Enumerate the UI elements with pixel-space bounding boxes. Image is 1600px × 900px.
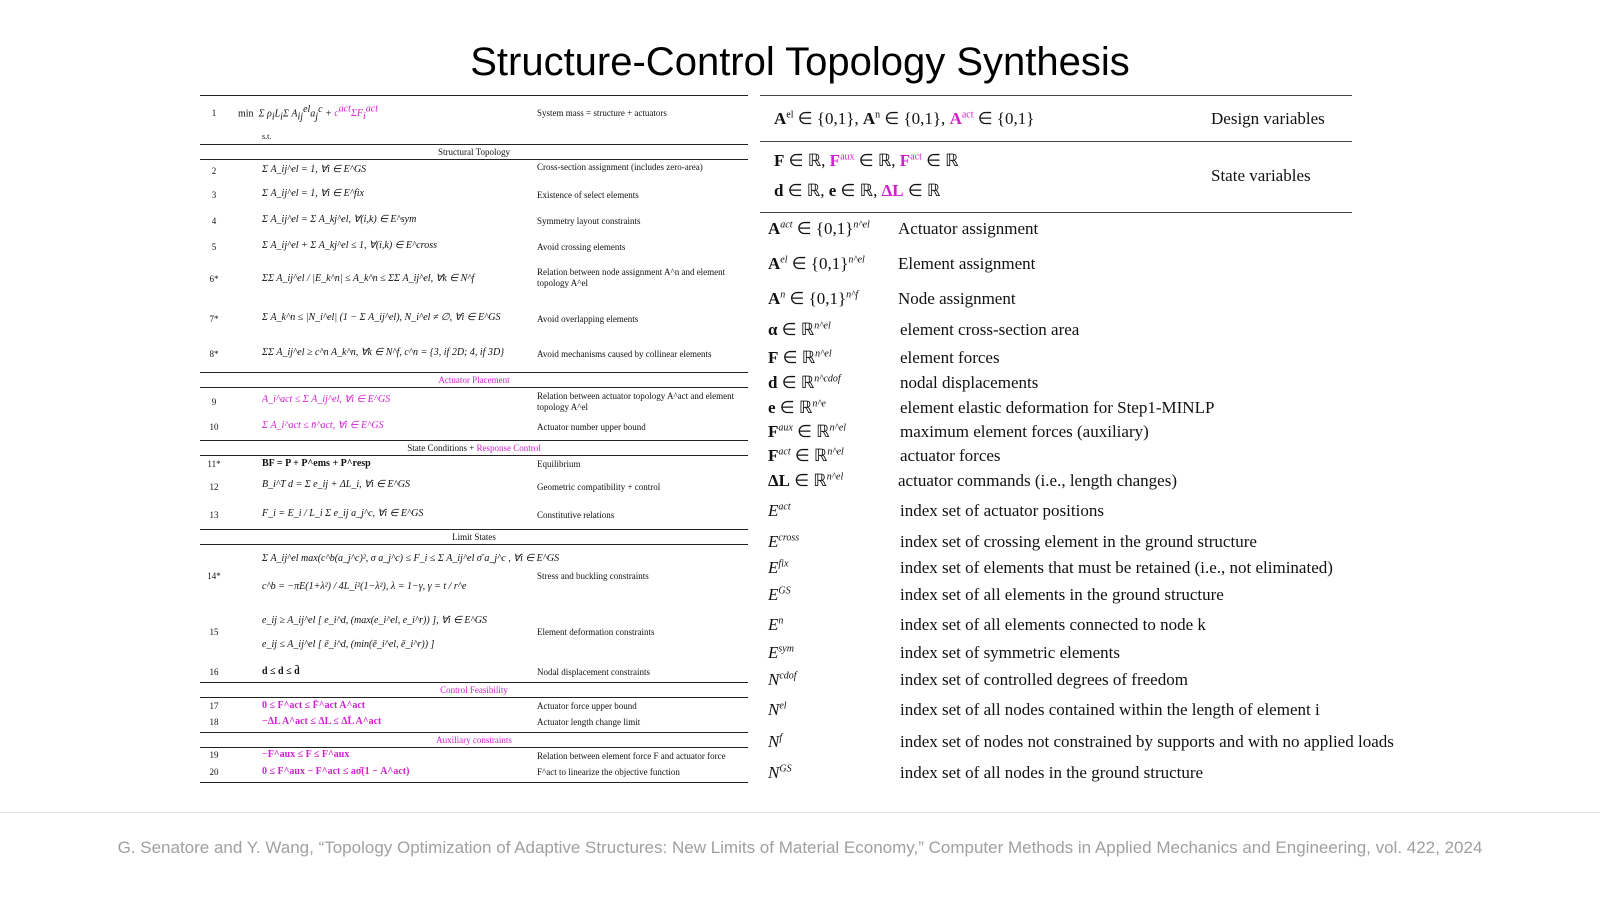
symbol-domain-exponent: n^e [812, 398, 826, 410]
citation-footer: G. Senatore and Y. Wang, “Topology Optimization of Adaptive Structures: New Limits of Material Economy,” Computer Methods in Applied Mechanics and Engineering, vol. 422, 2024 [117, 838, 1483, 857]
row-equation: −ΔL A^act ≤ ΔL ≤ ΔL̄ A^act [262, 716, 382, 727]
symbol-definition: actuator forces [900, 446, 1001, 465]
symbol-superscript: act [778, 446, 791, 458]
table-row [200, 501, 748, 529]
symbol-domain-exponent: n^el [853, 219, 870, 231]
row-description: F^act to linearize the objective function [537, 767, 680, 777]
symbol-superscript: act [780, 219, 793, 231]
design-variables-label: Design variables [1211, 109, 1325, 128]
symbol-definition: index set of all nodes contained within the length of element i [900, 700, 1320, 719]
symbol-definition: index set of all elements in the ground structure [900, 585, 1224, 604]
row-equation: B_i^T d = Σ e_ij + ΔL_i, ∀i ∈ E^GS [262, 479, 411, 490]
symbol-domain: ∈ ℝ [775, 398, 813, 417]
row-number: 4 [211, 216, 217, 226]
table-bottom-rule [200, 782, 748, 783]
symbol-main: F [768, 422, 779, 441]
symbol-definition: element elastic deformation for Step1-MINLP [900, 398, 1215, 417]
symbol-definition: index set of elements that must be retained (i.e., not eliminated) [900, 558, 1333, 577]
symbol-definition: index set of actuator positions [900, 501, 1104, 520]
symbol-main: E [768, 501, 779, 520]
symbol-main: N [768, 763, 780, 782]
symbol-superscript: GS [778, 585, 791, 597]
design-var-a-n-sup: n [875, 109, 881, 121]
section-actuator-placement: Actuator Placement [200, 372, 748, 388]
symbol [768, 585, 791, 605]
symbol-main: E [768, 643, 779, 662]
table-row [200, 160, 748, 184]
row-number: 6* [209, 274, 219, 284]
row-equation: Σ A_k^n ≤ |N_i^el| (1 − Σ A_ij^el), N_i^el ≠ ∅, ∀i ∈ E^GS [262, 312, 501, 323]
table-row [200, 235, 748, 261]
symbol-domain: ∈ {0,1} [792, 219, 854, 238]
row-description: Existence of select elements [537, 190, 639, 200]
symbol-definition: nodal displacements [900, 373, 1039, 392]
row-number: 20 [209, 767, 219, 777]
formulation-table [200, 95, 748, 783]
section-limit-states: Limit States [200, 529, 748, 545]
table-row [200, 663, 748, 682]
row-number: 11* [207, 459, 221, 469]
table-row [200, 714, 748, 732]
symbol-main: N [768, 732, 780, 751]
symbol-superscript: el [780, 254, 788, 266]
symbol-domain-exponent: n^el [826, 471, 844, 483]
row-description: Geometric compatibility + control [537, 482, 661, 492]
section-state-label: State Conditions + [407, 443, 477, 453]
symbol-definition: Node assignment [898, 289, 1016, 308]
row-description: Element deformation constraints [537, 627, 655, 637]
table-row [200, 473, 748, 501]
symbol-domain-exponent: n^el [827, 446, 844, 458]
symbol-domain: ∈ ℝ [790, 446, 828, 465]
state-variables-label: State variables [1211, 166, 1311, 185]
row-equation: ΣΣ A_ij^el ≥ c^n A_k^n, ∀k ∈ N^f, c^n = {3, if 2D; 4, if 3D} [262, 347, 505, 358]
row-equation: 0 ≤ F^act ≤ F̄^act A^act [262, 700, 366, 711]
design-variables-equation: $A^{el}$ ∈ {0,1}, $A^n$ ∈ {0,1}, $A^{act}$ ∈ {0,1} [774, 109, 1035, 128]
row-number: 8* [209, 349, 219, 359]
symbol-superscript: n [778, 615, 784, 627]
row-description: Relation between actuator topology A^act and element topology A^el [537, 391, 735, 412]
symbol-main: α [768, 320, 778, 339]
row-description: Stress and buckling constraints [537, 571, 649, 581]
slide-title: Structure-Control Topology Synthesis [470, 40, 1130, 84]
section-structural-topology: Structural Topology [200, 144, 748, 160]
state-var-f: F [774, 151, 785, 170]
symbol [768, 732, 782, 752]
symbol [768, 254, 865, 274]
symbol-main: E [768, 615, 779, 634]
row-number: 15 [209, 627, 219, 637]
state-var-f-act: F [899, 151, 911, 170]
symbol-domain: ∈ ℝ [792, 422, 830, 441]
row-equation: Σ A_ij^el = Σ A_kj^el, ∀(i,k) ∈ E^sym [262, 214, 417, 225]
symbol-main: A [768, 219, 781, 238]
symbol [768, 422, 846, 442]
row-description: Cross-section assignment (includes zero-area) [537, 162, 703, 172]
symbol [768, 471, 843, 491]
symbol-superscript: GS [779, 763, 792, 775]
table-row [200, 209, 748, 235]
table-row [200, 96, 748, 144]
symbol-main: N [768, 670, 780, 689]
state-var-f-aux: F [829, 151, 841, 170]
symbol-superscript: aux [778, 422, 793, 434]
symbol [768, 398, 826, 418]
row-number: 5 [211, 242, 217, 252]
row-number: 9 [211, 397, 217, 407]
row-number: 10 [209, 422, 219, 432]
row-equation: ΣΣ A_ij^el / |E_k^n| ≤ A_k^n ≤ ΣΣ A_ij^el, ∀k ∈ N^f [262, 273, 475, 284]
symbol-superscript: act [778, 501, 791, 513]
design-var-a-act: A [949, 109, 962, 128]
design-var-set: ∈ {0,1} [793, 109, 855, 128]
row-description: Relation between node assignment A^n and element topology A^el [537, 267, 726, 288]
row-number: 16 [209, 667, 219, 677]
symbol-main: e [768, 398, 776, 417]
symbol-main: E [768, 585, 779, 604]
symbol-superscript: cross [778, 532, 800, 544]
row-description: Actuator number upper bound [537, 422, 646, 432]
symbol-superscript: el [779, 700, 787, 712]
symbol-main: F [768, 446, 779, 465]
table-row [200, 607, 748, 663]
row-description: Equilibrium [537, 459, 581, 469]
symbol [768, 373, 841, 393]
symbol-definition: Element assignment [898, 254, 1036, 273]
symbol [768, 558, 788, 578]
row-number: 2 [211, 166, 217, 176]
panel-mid-rule [760, 141, 1352, 142]
symbol-superscript: f [779, 732, 783, 744]
symbol-domain-exponent: n^f [846, 289, 859, 301]
row-equation: Σ A_ij^el + Σ A_kj^el ≤ 1, ∀(i,k) ∈ E^cross [262, 240, 437, 251]
table-row [200, 261, 748, 301]
symbol-main: N [768, 700, 780, 719]
symbol-domain: ∈ {0,1} [787, 254, 849, 273]
row-number: 13 [209, 510, 219, 520]
state-var-f-act-sup: act [910, 151, 922, 163]
symbol-domain-exponent: n^cdof [814, 373, 841, 385]
row-description: Constitutive relations [537, 510, 615, 520]
row-number: 14* [207, 571, 221, 581]
symbol [768, 700, 787, 720]
symbol [768, 670, 797, 690]
subject-to-label: s.t. [262, 132, 272, 141]
symbol-definition: index set of all elements connected to node k [900, 615, 1206, 634]
symbol-domain: ∈ ℝ [777, 373, 815, 392]
row-description: Avoid crossing elements [537, 242, 626, 252]
row-equation: Σ A_ij^el = 1, ∀i ∈ E^GS [262, 164, 367, 175]
table-row [200, 698, 748, 714]
row-description: Avoid overlapping elements [537, 314, 639, 324]
symbol-domain-exponent: n^el [814, 320, 831, 332]
symbol [768, 643, 794, 663]
symbol-definition: Actuator assignment [898, 219, 1039, 238]
table-row [200, 456, 748, 473]
row-description: Nodal displacement constraints [537, 667, 650, 677]
symbol-definition: index set of crossing element in the ground structure [900, 532, 1257, 551]
symbol-main: ΔL [768, 471, 790, 490]
symbol [768, 446, 844, 466]
row-equation: F_i = E_i / L_i Σ e_ij a_j^c, ∀i ∈ E^GS [262, 508, 424, 519]
symbol-superscript: n [780, 289, 786, 301]
design-var-a-el-sup: el [786, 109, 794, 121]
symbol-definition: element cross-section area [900, 320, 1080, 339]
row-equation: d ≤ d ≤ d̄ [262, 666, 300, 677]
symbol-main: A [768, 254, 781, 273]
symbol-domain-exponent: n^el [815, 348, 832, 360]
row-equation: −F^aux ≤ F ≤ F^aux [262, 749, 350, 760]
table-row [200, 184, 748, 209]
row-description: Avoid mechanisms caused by collinear elements [537, 349, 712, 359]
table-row [200, 301, 748, 337]
symbol-domain: ∈ ℝ [777, 320, 815, 339]
design-var-a-act-sup: act [961, 109, 974, 121]
symbol-definition: index set of symmetric elements [900, 643, 1120, 662]
symbol [768, 219, 870, 239]
symbol-superscript: cdof [779, 670, 797, 682]
symbol-main: E [768, 558, 779, 577]
section-auxiliary-constraints: Auxiliary constraints [200, 732, 748, 748]
design-var-a-el: A [774, 109, 787, 128]
footer-divider [0, 812, 1600, 813]
symbol-main: E [768, 532, 779, 551]
table-row [200, 337, 748, 372]
symbol-domain: ∈ ℝ [778, 348, 816, 367]
row-equation-secondary: c^b = −πE(1+λ²) / 4L_i²(1−λ²), λ = 1−γ, γ = t / r^e [262, 581, 467, 592]
table-row [200, 545, 748, 607]
row-equation: Σ A_ij^el max(c^b(a_j^c)², σ a_j^c) ≤ F_i ≤ Σ A_ij^el σ̄ a_j^c , ∀i ∈ E^GS [262, 553, 560, 564]
symbol-main: F [768, 348, 779, 367]
table-row [200, 748, 748, 764]
row-equation: BF = P + P^ems + P^resp [262, 458, 371, 469]
symbol-definition: actuator commands (i.e., length changes) [898, 471, 1177, 490]
symbol-domain: ∈ {0,1} [785, 289, 847, 308]
row-number: 12 [209, 482, 219, 492]
row-number: 7* [209, 314, 219, 324]
symbol [768, 615, 783, 635]
symbol-definition: index set of nodes not constrained by supports and with no applied loads [900, 732, 1394, 751]
symbol-definition: element forces [900, 348, 1000, 367]
panel-top-rule [760, 95, 1352, 96]
table-row [200, 388, 748, 417]
table-row [200, 417, 748, 440]
section-response-control-label: Response Control [476, 443, 541, 453]
state-variables-line1: F ∈ ℝ, $F^{aux}$ ∈ ℝ, $F^{act}$ ∈ ℝ [774, 151, 959, 170]
row-description: Symmetry layout constraints [537, 216, 641, 226]
row-number: 17 [209, 701, 219, 711]
symbol-superscript: fix [778, 558, 789, 570]
row-description: System mass = structure + actuators [537, 108, 667, 118]
row-description: Relation between element force F and actuator force [537, 751, 726, 761]
row-equation: A_i^act ≤ Σ A_ij^el, ∀i ∈ E^GS [262, 394, 391, 405]
panel-bottom-rule [760, 212, 1352, 213]
row-number: 18 [209, 717, 219, 727]
symbol-domain-exponent: n^el [848, 254, 865, 266]
symbol-definition: maximum element forces (auxiliary) [900, 422, 1149, 441]
symbol-definition: index set of controlled degrees of freedom [900, 670, 1188, 689]
state-var-f-aux-sup: aux [840, 151, 855, 163]
objective-min: min [238, 108, 259, 120]
row-equation: 0 ≤ F^aux − F^act ≤ aσ̄(1 − A^act) [262, 766, 410, 777]
state-var-dl: ΔL [881, 181, 904, 200]
state-var-e: e [828, 181, 837, 200]
symbol [768, 532, 799, 552]
state-var-d: d [774, 181, 784, 200]
symbol-superscript: sym [778, 643, 794, 655]
row-equation: e_ij ≥ A_ij^el [ e_i^d, (max(e_i^el, e_i^r)) ], ∀i ∈ E^GS [262, 615, 487, 626]
symbol [768, 320, 831, 340]
table-row [200, 764, 748, 782]
symbol-domain-exponent: n^el [829, 422, 847, 434]
row-equation: min Σ $\rho_iL_i\Sigma$ $A_{ij}^{el}a_j^c + c^{act}\Sigma F_i^{act}$ [238, 104, 378, 123]
design-var-a-n: A [862, 109, 876, 128]
symbol [768, 289, 858, 309]
row-description: Actuator length change limit [537, 717, 641, 727]
symbol-domain: ∈ ℝ [790, 471, 827, 490]
symbol [768, 348, 832, 368]
row-description: Actuator force upper bound [537, 701, 637, 711]
section-control-feasibility: Control Feasibility [200, 682, 748, 698]
row-number: 19 [209, 750, 219, 760]
symbol [768, 501, 791, 521]
section-state-conditions [200, 440, 748, 456]
symbol-main: A [768, 289, 781, 308]
row-number: 1 [211, 108, 217, 118]
row-number: 3 [211, 190, 217, 200]
state-variables-line2: d ∈ ℝ, e ∈ ℝ, ΔL ∈ ℝ [774, 181, 941, 200]
symbol-definition: index set of all nodes in the ground structure [900, 763, 1204, 782]
symbol [768, 763, 792, 783]
row-equation: Σ A_i^act ≤ n̄^act, ∀i ∈ E^GS [262, 420, 384, 431]
row-equation: Σ A_ij^el = 1, ∀i ∈ E^fix [262, 188, 364, 199]
row-equation-secondary: e_ij ≤ A_ij^el [ ē_i^d, (min(ē_i^el, ē_i^r)) ] [262, 639, 435, 650]
symbol-main: d [768, 373, 778, 392]
